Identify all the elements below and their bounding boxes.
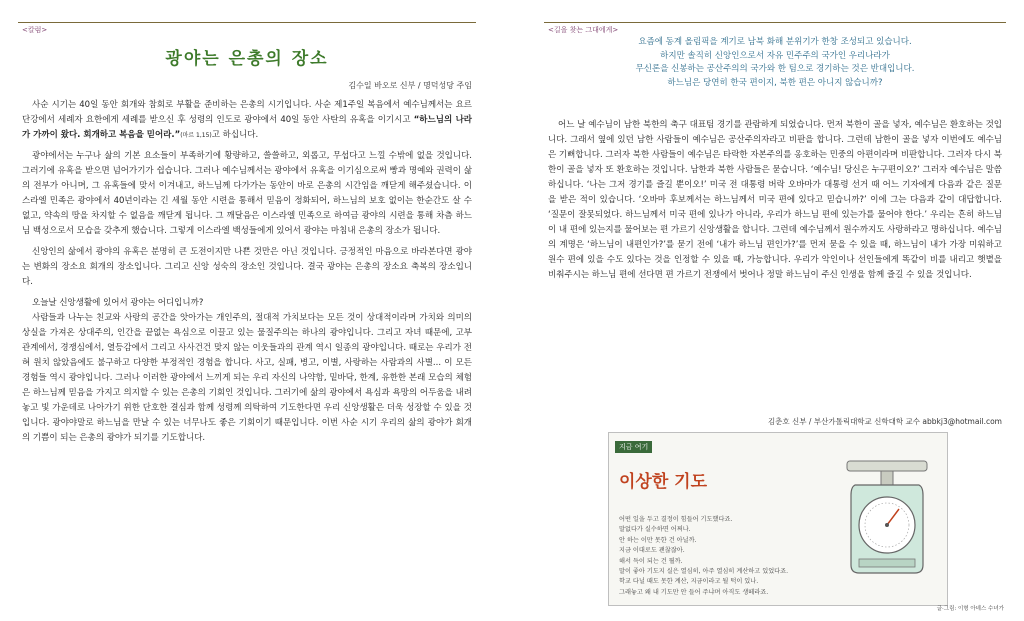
intro-line: 요즘에 동계 올림픽을 계기로 남북 화해 분위기가 한창 조성되고 있습니다. <box>638 37 912 47</box>
question-line: 오늘날 신앙생활에 있어서 광야는 어디입니까? <box>32 298 204 308</box>
series-badge: 지금 여기 <box>615 441 652 453</box>
prayer-line: 어떤 일을 두고 결정이 힘들어 기도했다죠. <box>619 516 733 523</box>
intro-line: 하지만 솔직히 신앙인으로서 자유 민주주의 국가인 우리나라가 <box>660 50 890 61</box>
prayer-line: 학교 다닐 때도 못한 계산, 지금이라고 될 턱이 있나. <box>619 578 759 586</box>
prayer-line: 지금 이대로도 괜찮잖아. <box>619 547 685 555</box>
answer-paragraph: 어느 날 예수님이 남한 북한의 축구 대표팀 경기를 관람하게 되었습니다. 먼저 북한이 골을 넣자, 예수님은 환호하는 것입니다. 그래서 옆에 있던 남한 사람들이 예수님은 공산주의자라고 비판을 합니다. 그런데 남한이 골을 넣자 이번에도 예수님은 기뻐합니다. 그러자 북한 사람들이 예수님은 타락한 자본주의를 옹호하는 민중의 아편이라며 비판합니다. 그러자 다시 북한이 골을 넣자 또 환호하는 것입니다. 남한과 북한 사람들은 묻습니다. ‘예수님! 당신은 누구편이오?’ 그러자 예수님은 말씀하십니다. ‘나는 그저 경기를 즐길 뿐이오!’ 미국 전 대통령 버락 오바마가 대통령 선거 때 어느 기자에게 다음과 같은 질문을 받은 적이 있습니다. ‘오바마 후보께서는 하느님께서 미국 편에 있다고 믿습니까?’ 이에 그는 다음과 같이 대답합니다. ‘질문이 잘못되었다. 하느님께서 미국 편에 있나가 아니라, 우리가 하느님 편에 있는가를 물어야 한다.’ 우리는 흔히 하느님이 내 편에 있는지를 물어보는 편 가르기 신앙생활을 합니다. 그런데 예수님께서 원수까지도 사랑하라고 명하십니다. 예수님의 계명은 ‘하느님이 내편인가?’를 묻기 전에 ‘내가 하느님 편인가?’를 먼저 묻을 수 있을 때, 하느님이 내가 가장 미워하고 원수 편에 있을 수도 있다는 것을 인정할 수 있을 때, 가능합니다. 우리가 악인이나 선인들에게 똑같이 비를 내리고 햇볕을 비춰주시는 하느님 편에 선다면 편 가르기 전쟁에서 벗어나 정말 하느님이 주신 인생을 함께 즐길 수 있을 것입니다. <box>548 120 1002 280</box>
paragraph-2: 광야에서는 누구나 삶의 기본 요소들이 부족하기에 황량하고, 쓸쓸하고, 외롭고, 무섭다고 느낄 수밖에 없을 것입니다. 그러기에 유혹을 받으면 넘어가기가 쉽습니다. 그러나 예수님께서는 광야에서 유혹을 이기심으로써 빵과 명예와 권력이 삶의 전부가 아니며, 그 유혹들에 맞서 이겨내고, 하느님께 다가가는 동안이 바로 은총의 시간임을 깨닫게 해주셨습니다. 이스라엘 민족은 광야에서 40년이라는 긴 세월 동안 시련을 통해서 믿음이 정화되어, 하느님의 보호 없이는 한순간도 살 수 없고, 약속의 땅을 차지할 수 없음을 깨닫게 됩니다. 그 깨달음은 이스라엘 민족으로 하여금 광야의 시련을 통해 차츰 하느님 백성으로서 모습을 갖추게 했습니다. 그렇게 이스라엘 백성들에게 있어서 광야는 마침내 은총의 장소가 됩니다. <box>22 151 472 236</box>
scripture-ref: (마르 1,15) <box>180 132 212 139</box>
prayer-title: 이상한 기도 <box>619 472 708 492</box>
intro-line: 무신론을 신봉하는 공산주의의 국가와 한 팀으로 경기하는 것은 반대입니다. <box>635 64 915 74</box>
prayer-line: 말이 좋아 기도지 실은 열심히, 아주 열심히 계산하고 있었다죠. <box>619 568 789 576</box>
intro-question <box>544 36 1006 90</box>
top-rule <box>18 22 476 23</box>
prayer-line: 말없다가 실수하면 어쩌나. <box>619 526 691 534</box>
scripture-quote: “하느님의 나라가 가까이 왔다. 회개하고 복음을 믿어라.” <box>22 115 472 140</box>
answer-author: 김춘호 신부 / 부산가톨릭대학교 신학대학 교수 abbkj3@hotmail.com <box>767 417 1002 426</box>
article-title: 광야는 은총의 장소 <box>165 49 329 69</box>
article-body <box>22 98 472 452</box>
paragraph-3: 신앙인의 삶에서 광야의 유혹은 분명히 큰 도전이지만 나쁜 것만은 아닌 것입니다. 긍정적인 마음으로 바라본다면 광야는 변화의 장소요 회개의 장소입니다. 그리고 신앙 성숙의 장소인 것입니다. 결국 광야는 은총의 장소요 축복의 장소입니다. <box>22 247 472 287</box>
paragraph-1: 사순 시기는 40일 동안 회개와 참회로 부활을 준비하는 은총의 시기입니다. 사순 제1주일 복음에서 예수님께서는 요르단강에서 세례자 요한에게 세례를 받으신 후 성령의 인도로 광야에서 40일 동안 사탄의 유혹을 이기시고 “하느님의 나라가 가까이 왔다. 회개하고 복음을 믿어라.”(마르 1,15)고 하십니다. <box>22 100 472 140</box>
prayer-line: 해서 득이 되는 건 뭘까. <box>619 557 683 565</box>
left-page <box>18 0 476 621</box>
illustration-credit: 글·그림: 이형 아녜스 수녀가 <box>936 606 1004 612</box>
section-tag: <길을 찾는 그대에게> <box>548 26 619 34</box>
top-rule <box>544 22 1006 23</box>
article-author: 김수일 바오로 신부 / 명덕성당 주임 <box>348 81 472 90</box>
prayer-box <box>608 432 948 606</box>
right-page <box>544 0 1006 621</box>
scale-illustration <box>837 453 937 583</box>
section-tag: <칼럼> <box>22 26 48 34</box>
intro-line: 하느님은 당연히 한국 편이지, 북한 편은 아니지 않습니까? <box>667 77 883 88</box>
paragraph-4: 사람들과 나누는 친교와 사랑의 공간을 앗아가는 개인주의, 절대적 가치보다는 모든 것이 상대적이라며 가치와 의미의 상실을 가져온 상대주의, 인간을 끝없는 욕심으로 이끌고 있는 물질주의는 하나의 광야입니다. 그리고 자녀 때문에, 고부 관계에서, 경쟁심에서, 열등감에서 그리고 사사건건 맞지 않는 이웃들과의 관계 역시 일종의 광야입니다. 때로는 우리가 전혀 원치 않았음에도 불구하고 다양한 부정적인 경험을 합니다. 사고, 실패, 병고, 이별, 사랑하는 사람과의 사별... 이 모든 경험들 역시 광야입니다. 그러나 이러한 광야에서 느끼게 되는 우리 자신의 나약함, 밑바닥, 한계, 유한한 본래 모습의 체험은 하느님께 믿음을 가지고 의지할 수 있는 은총의 기회인 것입니다. 그러기에 삶의 광야에서 욕심과 욕망의 어두움을 내려놓고 빛 가운데로 나아가기 위한 단호한 결심과 함께 성령께 의탁하여 기도한다면 우리 신앙생활은 더욱 성장할 수 있을 것입니다. 광야야말로 하느님을 만날 수 있는 너무나도 좋은 기회이기 때문입니다. 이번 사순 시기 우리의 삶의 광야가 회개의 기쁨이 되는 은총의 광야가 되기를 기도합니다. <box>22 313 472 443</box>
prayer-line: 그래놓고 왜 내 기도만 안 들어 주냐며 아직도 생떼라죠. <box>619 588 769 596</box>
answer-body <box>548 118 1002 289</box>
prayer-text <box>619 515 839 598</box>
prayer-line: 안 하는 이만 못한 건 아닐까. <box>619 536 697 544</box>
